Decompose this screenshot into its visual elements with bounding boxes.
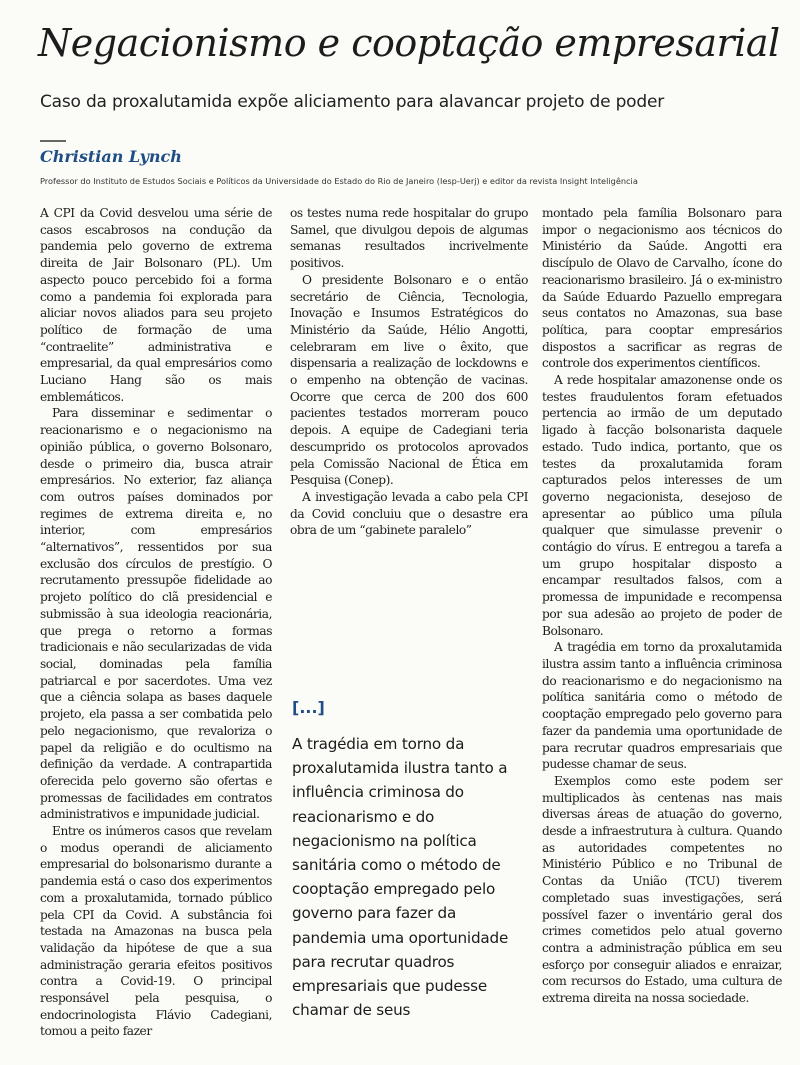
paragraph: A CPI da Covid desvelou uma série de casos escabrosos na condução da pandemia pelo governo de extrema direita de Jair Bolsonaro (PL). Um aspecto pouco percebido foi a forma como a pandemia foi explorada para aliciar novos aliados para seu projeto político de formação de uma “contraelite” administrativa e empresarial, da qual empresários como Luciano Hang são os mais emblemáticos. [40, 206, 272, 404]
ellipsis-marker: [...] [292, 698, 325, 717]
author-description: Professor do Instituto de Estudos Sociais e Políticos da Universidade do Estado do Rio de Janeiro (Iesp-Uerj) e editor da revista Insight Inteligência [40, 176, 638, 186]
paragraph: Exemplos como este podem ser multiplicados às centenas nas mais diversas áreas de atuação do governo, desde a infraestrutura à cultura. Quando as autoridades competentes no Ministério Público e no Tribunal de Contas da União (TCU) tiverem completado suas investigações, será possível fazer o inventário geral dos crimes cometidos pelo atual governo contra a administração pública em seu esforço por conseguir aliados e enraizar, com recursos do Estado, uma cultura de extrema direita na nossa sociedade. [542, 773, 782, 1006]
column-1 [40, 205, 272, 1040]
column-2 [290, 205, 528, 539]
author-name: Christian Lynch [40, 147, 182, 166]
paragraph: os testes numa rede hospitalar do grupo Samel, que divulgou depois de algumas semanas resultados incrivelmente positivos. [290, 206, 528, 271]
paragraph: A rede hospitalar amazonense onde os testes fraudulentos foram efetuados pertencia ao irmão de um deputado ligado à facção bolsonarista daquele estado. Tudo indica, portanto, que os testes da proxalutamida foram capturados pelos interesses de um governo negacionista, desejoso de apresentar ao público uma pílula qualquer que simulasse prevenir o contágio do vírus. E entregou a tarefa a um grupo hospitalar disposto a encampar resultados falsos, com a promessa de impunidade e recompensa por sua adesão ao projeto de poder de Bolsonaro. [542, 373, 782, 638]
subtitle: Caso da proxalutamida expõe aliciamento para alavancar projeto de poder [40, 92, 665, 112]
paragraph: Para disseminar e sedimentar o reacionarismo e o negacionismo na opinião pública, o governo Bolsonaro, desde o primeiro dia, busca atrair empresários. No exterior, faz aliança com outros países dominados por regimes de extrema direita e, no interior, com empresários “alternativos”, ressentidos por sua exclusão dos círculos de prestígio. O recrutamento pressupõe fidelidade ao projeto político do clã presidencial e submissão à sua ideologia reacionária, que prega o retorno a formas tradicionais e não secularizadas de vida social, dominadas pela família patriarcal e por sacerdotes. Uma vez que a ciência solapa as bases daquele projeto, ela passa a ser combatida pelo pelo negacionismo, que revaloriza o papel da religião e do ocultismo na definição da verdade. A contrapartida oferecida pelo governo são ofertas e promessas de facilidades em contratos administrativos e impunidade judicial. [40, 406, 272, 822]
paragraph: montado pela família Bolsonaro para impor o negacionismo aos técnicos do Ministério da Saúde. Angotti era discípulo de Olavo de Carvalho, ícone do reacionarismo brasileiro. Já o ex-ministro da Saúde Eduardo Pazuello empregara seus contatos no Amazonas, sua base política, para cooptar empresários dispostos a sacrificar as regras de controle dos experimentos científicos. [542, 206, 782, 371]
headline: Negacionismo e cooptação empresarial [38, 21, 780, 65]
column-3 [542, 205, 782, 1007]
divider [40, 140, 66, 142]
paragraph: A investigação levada a cabo pela CPI da Covid concluiu que o desastre era obra de um “gabinete paralelo” [290, 489, 528, 538]
paragraph: O presidente Bolsonaro e o então secretário de Ciência, Tecnologia, Inovação e Insumos Estratégicos do Ministério da Saúde, Hélio Angotti, celebraram em live o êxito, que dispensaria a realização de lockdowns e o empenho na obtenção de vacinas. Ocorre que cerca de 200 dos 600 pacientes testados morreram pouco depois. A equipe de Cadegiani teria descumprido os protocolos aprovados pela Comissão Nacional de Ética em Pesquisa (Conep). [290, 272, 528, 488]
paragraph: A tragédia em torno da proxalutamida ilustra assim tanto a influência criminosa do reacionarismo e do negacionismo na política sanitária como o método de cooptação empregado pelo governo para fazer da pandemia uma oportunidade de para recrutar quadros empresariais que pudesse chamar de seus. [542, 640, 782, 772]
paragraph: Entre os inúmeros casos que revelam o modus operandi de aliciamento empresarial do bolsonarismo durante a pandemia está o caso dos experimentos com a proxalutamida, tornado público pela CPI da Covid. A substância foi testada na Amazonas na busca pela validação da hipótese de que a sua administração geraria efeitos positivos contra a Covid-19. O principal responsável pela pesquisa, o endocrinologista Flávio Cadegiani, tomou a peito fazer [40, 824, 272, 1039]
pull-quote: A tragédia em torno da proxalutamida ilustra tanto a influência criminosa do reacionarismo e do negacionismo na política sanitária como o método de cooptação empregado pelo governo para fazer da pandemia uma oportunidade para recrutar quadros empresariais que pudesse chamar de seus [292, 735, 509, 1020]
